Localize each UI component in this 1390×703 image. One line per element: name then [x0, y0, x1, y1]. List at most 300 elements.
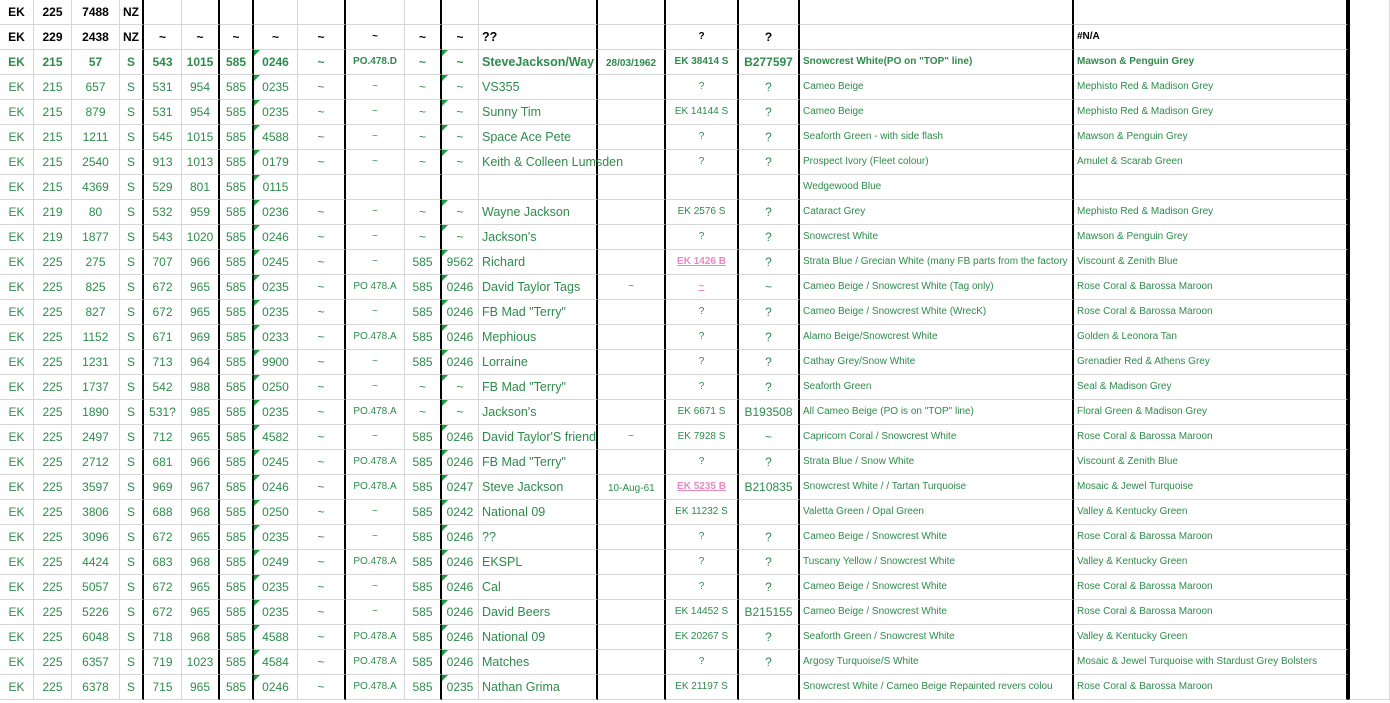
cell-r27-col-a[interactable]: EK — [0, 675, 34, 700]
cell-r22-col-i[interactable]: ~ — [298, 550, 346, 575]
cell-r4-col-i[interactable]: ~ — [298, 100, 346, 125]
cell-r26-col-g[interactable]: 585 — [220, 650, 254, 675]
cell-r15-col-f[interactable]: 988 — [182, 375, 220, 400]
cell-r12-col-m[interactable]: FB Mad "Terry" — [479, 300, 598, 325]
cell-r22-col-d[interactable]: S — [120, 550, 144, 575]
cell-r7-col-j[interactable] — [346, 175, 405, 200]
cell-r6-col-a[interactable]: EK — [0, 150, 34, 175]
cell-r15-col-k[interactable]: ~ — [405, 375, 442, 400]
cell-r21-col-k[interactable]: 585 — [405, 525, 442, 550]
cell-r20-col-n[interactable] — [598, 500, 666, 525]
cell-r27-col-q[interactable]: Snowcrest White / Cameo Beige Repainted revers colou — [800, 675, 1074, 700]
cell-r2-col-p[interactable]: B277597 — [739, 50, 800, 75]
cell-r4-col-d[interactable]: S — [120, 100, 144, 125]
cell-r17-col-k[interactable]: 585 — [405, 425, 442, 450]
cell-r19-col-i[interactable]: ~ — [298, 475, 346, 500]
cell-r25-col-g[interactable]: 585 — [220, 625, 254, 650]
cell-r8-col-r[interactable]: Mephisto Red & Madison Grey — [1074, 200, 1348, 225]
cell-r25-col-b[interactable]: 225 — [34, 625, 72, 650]
cell-r11-col-g[interactable]: 585 — [220, 275, 254, 300]
cell-r15-col-r[interactable]: Seal & Madison Grey — [1074, 375, 1348, 400]
cell-r21-col-p[interactable]: ? — [739, 525, 800, 550]
cell-r18-col-r[interactable]: Viscount & Zenith Blue — [1074, 450, 1348, 475]
cell-r14-col-h[interactable]: 9900 — [254, 350, 298, 375]
cell-r13-col-m[interactable]: Mephious — [479, 325, 598, 350]
cell-r26-col-k[interactable]: 585 — [405, 650, 442, 675]
cell-r4-col-h[interactable]: 0235 — [254, 100, 298, 125]
cell-r10-col-c[interactable]: 275 — [72, 250, 120, 275]
cell-r20-col-i[interactable]: ~ — [298, 500, 346, 525]
cell-r5-col-d[interactable]: S — [120, 125, 144, 150]
cell-r3-col-l[interactable]: ~ — [442, 75, 479, 100]
cell-r21-col-l[interactable]: 0246 — [442, 525, 479, 550]
cell-r22-col-a[interactable]: EK — [0, 550, 34, 575]
cell-r18-col-k[interactable]: 585 — [405, 450, 442, 475]
cell-r12-col-g[interactable]: 585 — [220, 300, 254, 325]
cell-r5-col-g[interactable]: 585 — [220, 125, 254, 150]
cell-r22-col-b[interactable]: 225 — [34, 550, 72, 575]
cell-r22-col-m[interactable]: EKSPL — [479, 550, 598, 575]
cell-r26-col-m[interactable]: Matches — [479, 650, 598, 675]
cell-r14-col-b[interactable]: 225 — [34, 350, 72, 375]
cell-r18-col-f[interactable]: 966 — [182, 450, 220, 475]
cell-r19-col-g[interactable]: 585 — [220, 475, 254, 500]
cell-r9-col-j[interactable]: ~ — [346, 225, 405, 250]
cell-r5-col-p[interactable]: ? — [739, 125, 800, 150]
cell-r19-col-q[interactable]: Snowcrest White / / Tartan Turquoise — [800, 475, 1074, 500]
cell-r1-col-h[interactable]: ~ — [254, 25, 298, 50]
cell-r3-col-n[interactable] — [598, 75, 666, 100]
cell-r15-col-l[interactable]: ~ — [442, 375, 479, 400]
cell-r22-col-h[interactable]: 0249 — [254, 550, 298, 575]
cell-r10-col-b[interactable]: 225 — [34, 250, 72, 275]
cell-r13-col-i[interactable]: ~ — [298, 325, 346, 350]
cell-r2-col-b[interactable]: 215 — [34, 50, 72, 75]
cell-r13-col-p[interactable]: ? — [739, 325, 800, 350]
cell-r25-col-j[interactable]: PO.478.A — [346, 625, 405, 650]
cell-r1-col-e[interactable]: ~ — [144, 25, 182, 50]
cell-r18-col-h[interactable]: 0245 — [254, 450, 298, 475]
cell-r6-col-d[interactable]: S — [120, 150, 144, 175]
cell-r13-col-q[interactable]: Alamo Beige/Snowcrest White — [800, 325, 1074, 350]
cell-r7-col-p[interactable] — [739, 175, 800, 200]
cell-r25-col-h[interactable]: 4588 — [254, 625, 298, 650]
cell-r1-col-q[interactable] — [800, 25, 1074, 50]
cell-r4-col-l[interactable]: ~ — [442, 100, 479, 125]
cell-r11-col-m[interactable]: David Taylor Tags — [479, 275, 598, 300]
cell-r8-col-l[interactable]: ~ — [442, 200, 479, 225]
date-note-steve-jackson[interactable]: 10-Aug-61 — [608, 483, 655, 494]
cell-r18-col-p[interactable]: ? — [739, 450, 800, 475]
cell-r8-col-i[interactable]: ~ — [298, 200, 346, 225]
cell-r18-col-b[interactable]: 225 — [34, 450, 72, 475]
cell-r12-col-f[interactable]: 965 — [182, 300, 220, 325]
cell-r17-col-l[interactable]: 0246 — [442, 425, 479, 450]
cell-r8-col-q[interactable]: Cataract Grey — [800, 200, 1074, 225]
cell-r3-col-i[interactable]: ~ — [298, 75, 346, 100]
cell-r27-col-b[interactable]: 225 — [34, 675, 72, 700]
cell-r27-col-o[interactable]: EK 21197 S — [666, 675, 739, 700]
cell-r12-col-c[interactable]: 827 — [72, 300, 120, 325]
cell-r21-col-m[interactable]: ?? — [479, 525, 598, 550]
cell-r8-col-o[interactable]: EK 2576 S — [666, 200, 739, 225]
cell-r8-col-j[interactable]: ~ — [346, 200, 405, 225]
cell-r17-col-o[interactable]: EK 7928 S — [666, 425, 739, 450]
cell-r7-col-d[interactable]: S — [120, 175, 144, 200]
cell-r25-col-n[interactable] — [598, 625, 666, 650]
cell-r26-col-p[interactable]: ? — [739, 650, 800, 675]
cell-r9-col-g[interactable]: 585 — [220, 225, 254, 250]
cell-r0-col-k[interactable] — [405, 0, 442, 25]
cell-r20-col-o[interactable]: EK 11232 S — [666, 500, 739, 525]
cell-r6-col-o[interactable]: ? — [666, 150, 739, 175]
cell-r1-col-i[interactable]: ~ — [298, 25, 346, 50]
cell-r7-col-r[interactable] — [1074, 175, 1348, 200]
cell-r0-col-i[interactable] — [298, 0, 346, 25]
cell-r12-col-k[interactable]: 585 — [405, 300, 442, 325]
cell-r11-col-l[interactable]: 0246 — [442, 275, 479, 300]
cell-r12-col-e[interactable]: 672 — [144, 300, 182, 325]
cell-r23-col-h[interactable]: 0235 — [254, 575, 298, 600]
cell-r26-col-h[interactable]: 4584 — [254, 650, 298, 675]
cell-r4-col-q[interactable]: Cameo Beige — [800, 100, 1074, 125]
cell-r27-col-i[interactable]: ~ — [298, 675, 346, 700]
cell-r23-col-n[interactable] — [598, 575, 666, 600]
cell-r27-col-l[interactable]: 0235 — [442, 675, 479, 700]
cell-r15-col-g[interactable]: 585 — [220, 375, 254, 400]
cell-r17-col-d[interactable]: S — [120, 425, 144, 450]
cell-r14-col-p[interactable]: ? — [739, 350, 800, 375]
cell-r23-col-r[interactable]: Rose Coral & Barossa Maroon — [1074, 575, 1348, 600]
cell-r8-col-p[interactable]: ? — [739, 200, 800, 225]
cell-r24-col-c[interactable]: 5226 — [72, 600, 120, 625]
cell-r11-col-o[interactable]: ~ — [666, 275, 739, 300]
cell-r2-col-k[interactable]: ~ — [405, 50, 442, 75]
cell-r21-col-n[interactable] — [598, 525, 666, 550]
cell-r24-col-r[interactable]: Rose Coral & Barossa Maroon — [1074, 600, 1348, 625]
cell-r26-col-n[interactable] — [598, 650, 666, 675]
cell-r16-col-o[interactable]: EK 6671 S — [666, 400, 739, 425]
cell-r21-col-a[interactable]: EK — [0, 525, 34, 550]
cell-r23-col-l[interactable]: 0246 — [442, 575, 479, 600]
cell-r25-col-p[interactable]: ? — [739, 625, 800, 650]
cell-r3-col-f[interactable]: 954 — [182, 75, 220, 100]
cell-r18-col-g[interactable]: 585 — [220, 450, 254, 475]
cell-r27-col-n[interactable] — [598, 675, 666, 700]
cell-r11-col-k[interactable]: 585 — [405, 275, 442, 300]
cell-r19-col-b[interactable]: 225 — [34, 475, 72, 500]
cell-r25-col-q[interactable]: Seaforth Green / Snowcrest White — [800, 625, 1074, 650]
cell-r23-col-a[interactable]: EK — [0, 575, 34, 600]
cell-r26-col-o[interactable]: ? — [666, 650, 739, 675]
cell-r8-col-c[interactable]: 80 — [72, 200, 120, 225]
cell-r16-col-c[interactable]: 1890 — [72, 400, 120, 425]
cell-r3-col-a[interactable]: EK — [0, 75, 34, 100]
cell-r26-col-r[interactable]: Mosaic & Jewel Turquoise with Stardust Grey Bolsters — [1074, 650, 1348, 675]
cell-r2-col-h[interactable]: 0246 — [254, 50, 298, 75]
cell-r22-col-l[interactable]: 0246 — [442, 550, 479, 575]
cell-r24-col-n[interactable] — [598, 600, 666, 625]
cell-r4-col-k[interactable]: ~ — [405, 100, 442, 125]
cell-r10-col-i[interactable]: ~ — [298, 250, 346, 275]
cell-r0-col-f[interactable] — [182, 0, 220, 25]
cell-r24-col-a[interactable]: EK — [0, 600, 34, 625]
cell-r2-col-l[interactable]: ~ — [442, 50, 479, 75]
cell-r8-col-d[interactable]: S — [120, 200, 144, 225]
cell-r14-col-j[interactable]: ~ — [346, 350, 405, 375]
cell-r13-col-g[interactable]: 585 — [220, 325, 254, 350]
cell-r27-col-h[interactable]: 0246 — [254, 675, 298, 700]
cell-r0-col-o[interactable] — [666, 0, 739, 25]
cell-r18-col-n[interactable] — [598, 450, 666, 475]
cell-r3-col-c[interactable]: 657 — [72, 75, 120, 100]
cell-r21-col-b[interactable]: 225 — [34, 525, 72, 550]
cell-r15-col-p[interactable]: ? — [739, 375, 800, 400]
cell-r12-col-n[interactable] — [598, 300, 666, 325]
cell-r14-col-d[interactable]: S — [120, 350, 144, 375]
cell-r10-col-f[interactable]: 966 — [182, 250, 220, 275]
cell-r22-col-f[interactable]: 968 — [182, 550, 220, 575]
cell-r27-col-j[interactable]: PO.478.A — [346, 675, 405, 700]
cell-r0-col-h[interactable] — [254, 0, 298, 25]
cell-r20-col-c[interactable]: 3806 — [72, 500, 120, 525]
cell-r0-col-c[interactable]: 7488 — [72, 0, 120, 25]
cell-r7-col-m[interactable] — [479, 175, 598, 200]
cell-r2-col-e[interactable]: 543 — [144, 50, 182, 75]
cell-r8-col-e[interactable]: 532 — [144, 200, 182, 225]
cell-r26-col-f[interactable]: 1023 — [182, 650, 220, 675]
cell-r16-col-r[interactable]: Floral Green & Madison Grey — [1074, 400, 1348, 425]
cell-r23-col-m[interactable]: Cal — [479, 575, 598, 600]
cell-r25-col-e[interactable]: 718 — [144, 625, 182, 650]
cell-r8-col-k[interactable]: ~ — [405, 200, 442, 225]
cell-r20-col-m[interactable]: National 09 — [479, 500, 598, 525]
cell-r16-col-a[interactable]: EK — [0, 400, 34, 425]
cell-r26-col-c[interactable]: 6357 — [72, 650, 120, 675]
cell-r9-col-b[interactable]: 219 — [34, 225, 72, 250]
cell-r21-col-o[interactable]: ? — [666, 525, 739, 550]
cell-r7-col-g[interactable]: 585 — [220, 175, 254, 200]
cell-r3-col-g[interactable]: 585 — [220, 75, 254, 100]
cell-r1-col-n[interactable] — [598, 25, 666, 50]
cell-r12-col-b[interactable]: 225 — [34, 300, 72, 325]
cell-r1-col-a[interactable]: EK — [0, 25, 34, 50]
cell-r24-col-i[interactable]: ~ — [298, 600, 346, 625]
cell-r16-col-m[interactable]: Jackson's — [479, 400, 598, 425]
cell-r18-col-c[interactable]: 2712 — [72, 450, 120, 475]
cell-r2-col-i[interactable]: ~ — [298, 50, 346, 75]
cell-r9-col-i[interactable]: ~ — [298, 225, 346, 250]
cell-r22-col-o[interactable]: ? — [666, 550, 739, 575]
cell-r18-col-i[interactable]: ~ — [298, 450, 346, 475]
cell-r10-col-r[interactable]: Viscount & Zenith Blue — [1074, 250, 1348, 275]
cell-r17-col-b[interactable]: 225 — [34, 425, 72, 450]
cell-r22-col-k[interactable]: 585 — [405, 550, 442, 575]
cell-r24-col-e[interactable]: 672 — [144, 600, 182, 625]
cell-r13-col-o[interactable]: ? — [666, 325, 739, 350]
cell-r11-col-a[interactable]: EK — [0, 275, 34, 300]
cell-r7-col-a[interactable]: EK — [0, 175, 34, 200]
cell-r15-col-b[interactable]: 225 — [34, 375, 72, 400]
cell-r10-col-o[interactable]: EK 1426 B — [666, 250, 739, 275]
cell-r10-col-m[interactable]: Richard — [479, 250, 598, 275]
cell-r16-col-l[interactable]: ~ — [442, 400, 479, 425]
cell-r1-col-c[interactable]: 2438 — [72, 25, 120, 50]
cell-r12-col-h[interactable]: 0235 — [254, 300, 298, 325]
cell-r17-col-f[interactable]: 965 — [182, 425, 220, 450]
cell-r6-col-k[interactable]: ~ — [405, 150, 442, 175]
cell-r9-col-h[interactable]: 0246 — [254, 225, 298, 250]
cell-r19-col-a[interactable]: EK — [0, 475, 34, 500]
cell-r2-col-d[interactable]: S — [120, 50, 144, 75]
cell-r27-col-k[interactable]: 585 — [405, 675, 442, 700]
cell-r4-col-o[interactable]: EK 14144 S — [666, 100, 739, 125]
cell-r19-col-c[interactable]: 3597 — [72, 475, 120, 500]
cell-r21-col-f[interactable]: 965 — [182, 525, 220, 550]
cell-r4-col-e[interactable]: 531 — [144, 100, 182, 125]
cell-r11-col-p[interactable]: ~ — [739, 275, 800, 300]
cell-r11-col-b[interactable]: 225 — [34, 275, 72, 300]
cell-r11-col-f[interactable]: 965 — [182, 275, 220, 300]
cell-r20-col-h[interactable]: 0250 — [254, 500, 298, 525]
cell-r6-col-e[interactable]: 913 — [144, 150, 182, 175]
cell-r17-col-a[interactable]: EK — [0, 425, 34, 450]
cell-r24-col-q[interactable]: Cameo Beige / Snowcrest White — [800, 600, 1074, 625]
cell-r11-col-n[interactable]: ~ — [598, 275, 666, 300]
cell-r7-col-c[interactable]: 4369 — [72, 175, 120, 200]
cell-r12-col-i[interactable]: ~ — [298, 300, 346, 325]
cell-r1-col-d[interactable]: NZ — [120, 25, 144, 50]
cell-r19-col-m[interactable]: Steve Jackson — [479, 475, 598, 500]
cell-r16-col-h[interactable]: 0235 — [254, 400, 298, 425]
cell-r0-col-p[interactable] — [739, 0, 800, 25]
cell-r11-col-i[interactable]: ~ — [298, 275, 346, 300]
empty-column-area[interactable] — [1348, 0, 1390, 700]
cell-r9-col-l[interactable]: ~ — [442, 225, 479, 250]
cell-r14-col-q[interactable]: Cathay Grey/Snow White — [800, 350, 1074, 375]
cell-r7-col-i[interactable] — [298, 175, 346, 200]
cell-r1-col-b[interactable]: 229 — [34, 25, 72, 50]
cell-r9-col-k[interactable]: ~ — [405, 225, 442, 250]
cell-r0-col-a[interactable]: EK — [0, 0, 34, 25]
cell-r3-col-p[interactable]: ? — [739, 75, 800, 100]
cell-r17-col-i[interactable]: ~ — [298, 425, 346, 450]
cell-r7-col-q[interactable]: Wedgewood Blue — [800, 175, 1074, 200]
cell-r6-col-p[interactable]: ? — [739, 150, 800, 175]
cell-r20-col-q[interactable]: Valetta Green / Opal Green — [800, 500, 1074, 525]
cell-r27-col-c[interactable]: 6378 — [72, 675, 120, 700]
cell-r18-col-d[interactable]: S — [120, 450, 144, 475]
cell-r8-col-h[interactable]: 0236 — [254, 200, 298, 225]
cell-r7-col-h[interactable]: 0115 — [254, 175, 298, 200]
cell-r14-col-r[interactable]: Grenadier Red & Athens Grey — [1074, 350, 1348, 375]
cell-r24-col-k[interactable]: 585 — [405, 600, 442, 625]
cell-r21-col-c[interactable]: 3096 — [72, 525, 120, 550]
cell-r10-col-l[interactable]: 9562 — [442, 250, 479, 275]
cell-r6-col-l[interactable]: ~ — [442, 150, 479, 175]
cell-r14-col-k[interactable]: 585 — [405, 350, 442, 375]
cell-r25-col-a[interactable]: EK — [0, 625, 34, 650]
cell-r13-col-j[interactable]: PO.478.A — [346, 325, 405, 350]
cell-r19-col-k[interactable]: 585 — [405, 475, 442, 500]
cell-r10-col-g[interactable]: 585 — [220, 250, 254, 275]
cell-r11-col-c[interactable]: 825 — [72, 275, 120, 300]
cell-r15-col-d[interactable]: S — [120, 375, 144, 400]
cell-r13-col-n[interactable] — [598, 325, 666, 350]
cell-r23-col-j[interactable]: ~ — [346, 575, 405, 600]
cell-r5-col-k[interactable]: ~ — [405, 125, 442, 150]
cell-r7-col-k[interactable] — [405, 175, 442, 200]
cell-r5-col-q[interactable]: Seaforth Green - with side flash — [800, 125, 1074, 150]
cell-r25-col-f[interactable]: 968 — [182, 625, 220, 650]
cell-r14-col-o[interactable]: ? — [666, 350, 739, 375]
cell-r4-col-r[interactable]: Mephisto Red & Madison Grey — [1074, 100, 1348, 125]
date-note-steve-jackson-way[interactable]: 28/03/1962 — [606, 58, 657, 69]
cell-r15-col-q[interactable]: Seaforth Green — [800, 375, 1074, 400]
cell-r24-col-o[interactable]: EK 14452 S — [666, 600, 739, 625]
cell-r23-col-k[interactable]: 585 — [405, 575, 442, 600]
cell-r17-col-g[interactable]: 585 — [220, 425, 254, 450]
cell-r21-col-g[interactable]: 585 — [220, 525, 254, 550]
cell-r1-col-g[interactable]: ~ — [220, 25, 254, 50]
cell-r0-col-g[interactable] — [220, 0, 254, 25]
cell-r4-col-j[interactable]: ~ — [346, 100, 405, 125]
cell-r0-col-j[interactable] — [346, 0, 405, 25]
cell-r26-col-j[interactable]: PO.478.A — [346, 650, 405, 675]
cell-r24-col-g[interactable]: 585 — [220, 600, 254, 625]
cell-r1-col-m[interactable]: ?? — [479, 25, 598, 50]
cell-r18-col-a[interactable]: EK — [0, 450, 34, 475]
cell-r21-col-h[interactable]: 0235 — [254, 525, 298, 550]
cell-r16-col-q[interactable]: All Cameo Beige (PO is on "TOP" line) — [800, 400, 1074, 425]
cell-r8-col-m[interactable]: Wayne Jackson — [479, 200, 598, 225]
cell-r21-col-e[interactable]: 672 — [144, 525, 182, 550]
cell-r21-col-i[interactable]: ~ — [298, 525, 346, 550]
cell-r3-col-r[interactable]: Mephisto Red & Madison Grey — [1074, 75, 1348, 100]
cell-r9-col-p[interactable]: ? — [739, 225, 800, 250]
cell-r25-col-d[interactable]: S — [120, 625, 144, 650]
cell-r7-col-l[interactable] — [442, 175, 479, 200]
cell-r3-col-d[interactable]: S — [120, 75, 144, 100]
cell-r0-col-n[interactable] — [598, 0, 666, 25]
cell-r16-col-k[interactable]: ~ — [405, 400, 442, 425]
cell-r7-col-b[interactable]: 215 — [34, 175, 72, 200]
cell-r10-col-d[interactable]: S — [120, 250, 144, 275]
cell-r25-col-c[interactable]: 6048 — [72, 625, 120, 650]
cell-r20-col-r[interactable]: Valley & Kentucky Green — [1074, 500, 1348, 525]
cell-r23-col-e[interactable]: 672 — [144, 575, 182, 600]
cell-r6-col-m[interactable]: Keith & Colleen Lumsden — [479, 150, 598, 175]
cell-r18-col-j[interactable]: PO.478.A — [346, 450, 405, 475]
cell-r7-col-f[interactable]: 801 — [182, 175, 220, 200]
cell-r6-col-f[interactable]: 1013 — [182, 150, 220, 175]
cell-r24-col-f[interactable]: 965 — [182, 600, 220, 625]
cell-r9-col-m[interactable]: Jackson's — [479, 225, 598, 250]
cell-r13-col-a[interactable]: EK — [0, 325, 34, 350]
cell-r6-col-c[interactable]: 2540 — [72, 150, 120, 175]
cell-r1-col-j[interactable]: ~ — [346, 25, 405, 50]
cell-r19-col-p[interactable]: B210835 — [739, 475, 800, 500]
cell-r25-col-l[interactable]: 0246 — [442, 625, 479, 650]
cell-r3-col-m[interactable]: VS355 — [479, 75, 598, 100]
cell-r20-col-j[interactable]: ~ — [346, 500, 405, 525]
cell-r25-col-o[interactable]: EK 20267 S — [666, 625, 739, 650]
cell-r22-col-r[interactable]: Valley & Kentucky Green — [1074, 550, 1348, 575]
cell-r17-col-p[interactable]: ~ — [739, 425, 800, 450]
cell-r5-col-c[interactable]: 1211 — [72, 125, 120, 150]
cell-r23-col-i[interactable]: ~ — [298, 575, 346, 600]
cell-r15-col-m[interactable]: FB Mad "Terry" — [479, 375, 598, 400]
